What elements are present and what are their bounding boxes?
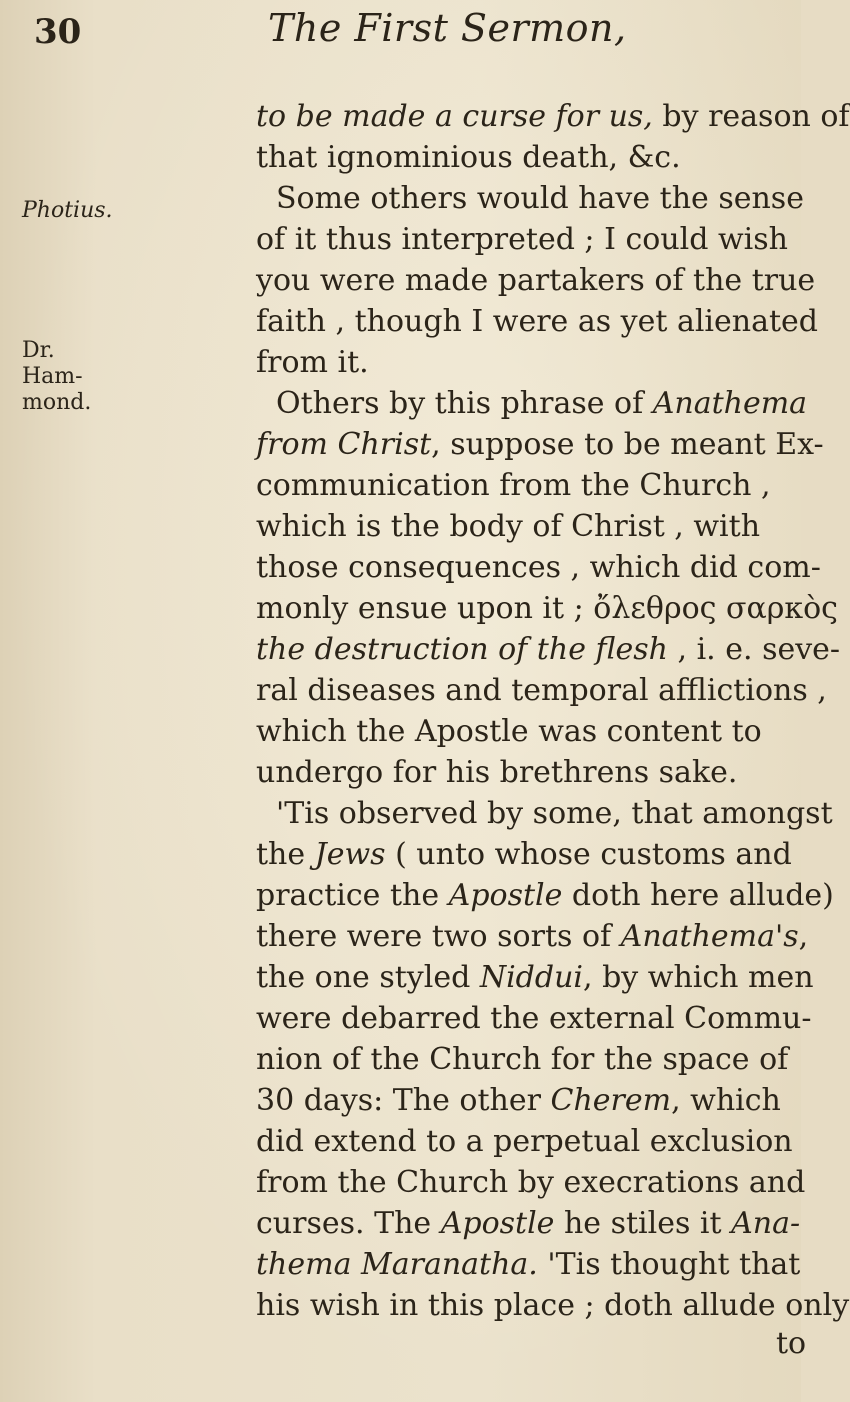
page-header <box>0 4 801 64</box>
text-line: that ignominious death, &c. <box>256 140 681 175</box>
page-number: 30 <box>34 12 82 52</box>
text-line: monly ensue upon it ; ὄλεθρος σαρκὸς <box>256 591 838 626</box>
text-line: from Christ, suppose to be meant Ex- <box>256 427 824 462</box>
text-line: Others by this phrase of Anathema <box>276 386 808 421</box>
text-line: nion of the Church for the space of <box>256 1042 789 1077</box>
text-line: from the Church by execrations and <box>256 1165 806 1200</box>
text-line: ral diseases and temporal afflictions , <box>256 673 827 708</box>
text-line: of it thus interpreted ; I could wish <box>256 222 788 257</box>
margin-note-hammond-line-1: Dr. Ham- <box>22 338 83 389</box>
text-line: 30 days: The other Cherem, which <box>256 1083 781 1118</box>
text-line: did extend to a perpetual exclusion <box>256 1124 793 1159</box>
body-text <box>256 96 850 1362</box>
text-line: there were two sorts of Anathema's, <box>256 919 809 954</box>
margin-note-photius: Photius. <box>22 198 113 223</box>
text-line: those consequences , which did com- <box>256 550 821 585</box>
margin-note-hammond-line-2: mond. <box>22 390 92 415</box>
text-line: were debarred the external Commu- <box>256 1001 812 1036</box>
text-line: the destruction of the flesh , i. e. seve- <box>256 632 841 667</box>
text-line: practice the Apostle doth here allude) <box>256 878 834 913</box>
text-line: undergo for his brethrens sake. <box>256 755 738 790</box>
margin-note-hammond <box>22 338 122 416</box>
text-line: his wish in this place ; doth allude only <box>256 1288 850 1323</box>
text-line: thema Maranatha. 'Tis thought that <box>256 1247 801 1282</box>
text-line: 'Tis observed by some, that amongst <box>276 796 833 831</box>
text-line: curses. The Apostle he stiles it Ana- <box>256 1206 801 1241</box>
text-line: faith , though I were as yet alienated <box>256 304 819 339</box>
running-title: The First Sermon, <box>268 6 627 50</box>
text-line: the Jews ( unto whose customs and <box>256 837 792 872</box>
text-line: the one styled Niddui, by which men <box>256 960 814 995</box>
text-line: to be made a curse for us, by reason of <box>256 99 850 134</box>
text-line: which is the body of Christ , with <box>256 509 761 544</box>
catchword: to <box>776 1326 807 1361</box>
text-line: from it. <box>256 345 369 380</box>
text-line: communication from the Church , <box>256 468 771 503</box>
text-line: Some others would have the sense <box>276 181 804 216</box>
text-line: which the Apostle was content to <box>256 714 762 749</box>
text-line: you were made partakers of the true <box>256 263 816 298</box>
